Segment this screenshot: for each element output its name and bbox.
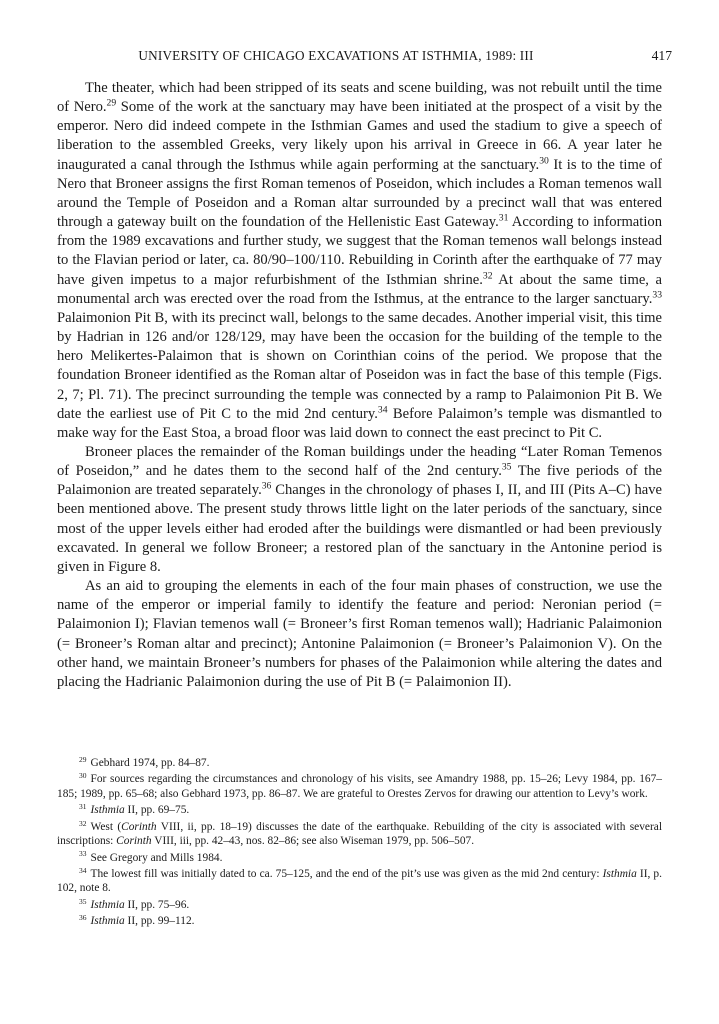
footnote-number: 29 <box>79 754 87 764</box>
text-run: It is to the time of Nero that Broneer assigns the first Roman temenos of Poseidon, which includes a Roman temenos wall around the Temple of Poseidon and a Roman altar surrounded by a precinct wall that was entered through a gateway built on the foundation of the Hellenistic East Gateway. <box>57 156 662 231</box>
page-header <box>40 48 672 68</box>
italic-title: Isthmia <box>90 898 125 911</box>
footnote-number: 36 <box>79 913 87 923</box>
text-run: Some of the work at the sanctuary may have been initiated at the prospect of a visit by the emperor. Nero did indeed compete in the Isthmian Games and used the stadium to give a speech of liberation to the assembled Greeks, very likely upon his arrival in Greece in 66. A year later he inaugurated a canal through the Isthmus while again performing at the sanctuary. <box>57 99 662 173</box>
footnote <box>57 851 662 865</box>
italic-title: Corinth <box>121 820 157 833</box>
footnote <box>57 914 662 928</box>
italic-title: Corinth <box>116 835 152 848</box>
footnotes <box>57 756 662 931</box>
italic-title: Isthmia <box>90 915 125 928</box>
footnote-number: 32 <box>79 818 87 828</box>
footnote <box>57 756 662 770</box>
footnote-ref: 29 <box>106 97 117 109</box>
text-run: The five periods of the Palaimonion are treated separately. <box>57 463 662 499</box>
text-run: Before Palaimon’s temple was dismantled to make way for the East Stoa, a broad floor was laid down to connect the east precinct to Pit C. <box>57 405 662 441</box>
text-run: At about the same time, a monumental arch was erected over the road from the Isthmus, at the entrance to the larger sanctuary. <box>57 271 662 307</box>
footnote-ref: 34 <box>377 404 388 416</box>
footnote <box>57 820 662 849</box>
footnote-number: 31 <box>79 802 87 812</box>
footnote <box>57 898 662 912</box>
text-run: VIII, ii, pp. 18–19) discusses the date of the earthquake. Rebuilding of the city is associated with several inscriptions: <box>57 820 662 848</box>
text-run: Gebhard 1974, pp. 84–87. <box>90 757 210 769</box>
text-run: For sources regarding the circumstances and chronology of his visits, see Amandry 1988, pp. 15–26; Levy 1984, pp. 167–185; 1989, pp. 65–68; also Gebhard 1973, pp. 86–87. We are grateful to Orestes Zervos for drawing our attention to Levy’s work. <box>57 773 662 800</box>
footnote <box>57 803 662 817</box>
text-run: As an aid to grouping the elements in each of the four main phases of construction, we use the name of the emperor or imperial family to identify the feature and period: Neronian period (= Palaimonion I); Flavian temenos wall (= Broneer’s first Roman temenos wall); Hadrianic Palaimonion (= Broneer’s Roman altar and precinct); Antonine Palaimonion (= Broneer’s Palaimonion V). On the other hand, we maintain Broneer’s numbers for phases of the Palaimonion while altering the dates and placing the Hadrianic Palaimonion during the use of Pit B (= Palaimonion II). <box>57 578 662 690</box>
paragraph <box>57 79 662 443</box>
text-run: According to information from the 1989 excavations and further study, we suggest that the Roman temenos wall belongs instead to the Flavian period or later, ca. 80/90–100/110. Rebuilding in Corinth after the earthquake of 77 may have given impetus to a major refurbishment of the Isthmian shrine. <box>57 214 662 288</box>
footnote-number: 33 <box>79 849 87 859</box>
footnote-number: 34 <box>79 865 87 875</box>
text-run: II, pp. 69–75. <box>124 804 190 817</box>
footnote-ref: 32 <box>482 270 493 282</box>
italic-title: Isthmia <box>602 868 637 881</box>
footnote-ref: 36 <box>261 480 272 492</box>
text-run: See Gregory and Mills 1984. <box>90 851 223 864</box>
footnote-number: 35 <box>79 896 87 906</box>
body-text <box>57 79 662 692</box>
footnote-number: 30 <box>79 771 87 781</box>
page-number: 417 <box>651 48 672 63</box>
paragraph <box>57 577 662 692</box>
text-run: Broneer places the remainder of the Roman buildings under the heading “Later Roman Temenos of Poseidon,” and he dates them to the second half of the 2nd century. <box>57 443 662 480</box>
text-run: The lowest fill was initially dated to ca. 75–125, and the end of the pit’s use was given as the mid 2nd century: <box>90 868 603 881</box>
paragraph <box>57 443 662 577</box>
text-run: West ( <box>90 820 122 833</box>
text-run: Palaimonion Pit B, with its precinct wall, belongs to the same decades. Another imperial visit, this time by Hadrian in 126 and/or 128/129, may have been the occasion for the building of the temple to the hero Melikertes-Palaimon that is shown on Corinthian coins of the period. We propose that the foundation Broneer identified as the Roman altar of Poseidon was in fact the base of this temple (Figs. 2, 7; Pl. 71). The precinct surrounding the temple was connected by a ramp to Palaimonion Pit B. We date the earliest use of Pit C to the mid 2nd century. <box>57 309 662 422</box>
footnote <box>57 867 662 896</box>
footnote-ref: 33 <box>652 289 662 301</box>
footnote-ref: 35 <box>501 461 512 473</box>
text-run: II, p. 102, note 8. <box>57 868 662 895</box>
text-run: VIII, iii, pp. 42–43, nos. 82–86; see also Wiseman 1979, pp. 506–507. <box>151 835 475 848</box>
text-run: II, pp. 75–96. <box>124 898 190 911</box>
footnote-ref: 30 <box>539 155 549 167</box>
text-run: Changes in the chronology of phases I, II, and III (Pits A–C) have been mentioned above. The present study throws little light on the later periods of the sanctuary, since most of the upper levels either had eroded after the buildings were dismantled or had been previously excavated. In general we follow Broneer; a restored plan of the sanctuary in the Antonine period is given in Figure 8. <box>57 482 662 575</box>
italic-title: Isthmia <box>90 804 125 817</box>
footnote-ref: 31 <box>498 212 509 224</box>
text-run: The theater, which had been stripped of its seats and scene building, was not rebuilt until the time of Nero. <box>57 80 662 116</box>
running-head: UNIVERSITY OF CHICAGO EXCAVATIONS AT ISTHMIA, 1989: III <box>138 48 534 63</box>
footnote <box>57 772 662 801</box>
text-run: II, pp. 99–112. <box>124 915 195 928</box>
